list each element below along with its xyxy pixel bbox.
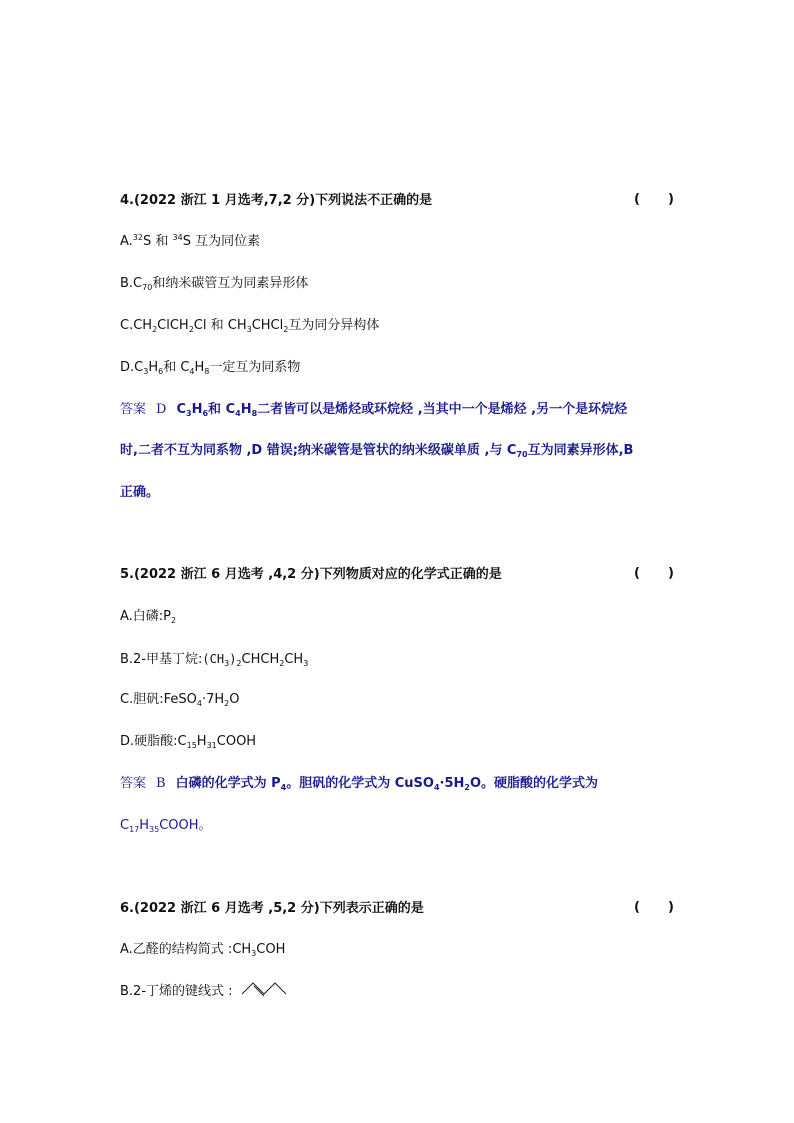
q4-answer-line-2: 时,二者不互为同系物 ,D 错误;纳米碳管是管状的纳米级碳单质 ,与 $C_{70}$互为同素异形体,B <box>120 443 634 459</box>
q4-option-a: A.$^{32}$S 和 $^{34}$S 互为同位素 <box>120 233 261 249</box>
paren-close: ) <box>667 566 674 581</box>
q5-answer-line-2: $C_{17}H_{35}COOH$。 <box>120 818 212 834</box>
paren-close: ) <box>667 900 674 915</box>
paren-close: ) <box>667 192 674 207</box>
q4-answer-line-1: 答案 D $C_3H_6$和 $C_4H_8$二者皆可以是烯烃或环烷烃 ,当其中一个是烯烃 ,另一个是环烷烃 <box>120 402 628 418</box>
q6-title: 6.(2022 浙江 6 月选考 ,5,2 分)下列表示正确的是 <box>120 901 424 916</box>
q4-option-b: $B.C_{70}$和纳米碳管互为同素异形体 <box>120 276 309 292</box>
q5-option-b: B.2-甲基丁烷$:(CH_3)_2CHCH_2CH_3$ <box>120 652 309 668</box>
q4-answer-paren <box>634 192 674 207</box>
q5-answer-line-1: 答案 B 白磷的化学式为 $P_4$。胆矾的化学式为 $CuSO_4\cdot 5H_2O$。硬脂酸的化学式为 <box>120 776 599 792</box>
q5-option-c: C.胆矾$:FeSO_4\cdot 7H_2O$ <box>120 692 240 708</box>
q4-option-d: $D.C_3H_6$和 $C_4H_8$一定互为同系物 <box>120 360 301 376</box>
answer-letter: D <box>156 402 167 417</box>
paren-open: ( <box>634 900 640 915</box>
q4-answer-line-3: 正确。 <box>120 485 160 500</box>
q5-answer-paren <box>634 566 674 581</box>
q5-title: 5.(2022 浙江 6 月选考 ,4,2 分)下列物质对应的化学式正确的是 <box>120 567 502 582</box>
q4-option-c: $C.CH_2ClCH_2Cl$ 和 $CH_3CHCl_2$互为同分异构体 <box>120 318 380 334</box>
q6-answer-paren <box>634 900 674 915</box>
paren-open: ( <box>634 192 640 207</box>
q5-option-a: A.白磷$:P_2$ <box>120 609 177 625</box>
q4-title: 4.(2022 浙江 1 月选考,7,2 分)下列说法不正确的是 <box>120 193 433 208</box>
skeletal-formula-icon <box>240 978 288 998</box>
answer-label: 答案 <box>120 776 147 791</box>
q6-option-b: B.2-丁烯的键线式 : <box>120 984 233 999</box>
q5-option-d: D.硬脂酸$:C_{15}H_{31}COOH$ <box>120 734 257 750</box>
q6-option-a: A.乙醛的结构简式 $:CH_3COH$ <box>120 942 286 958</box>
answer-label: 答案 <box>120 402 147 417</box>
paren-open: ( <box>634 566 640 581</box>
answer-letter: B <box>156 776 166 791</box>
